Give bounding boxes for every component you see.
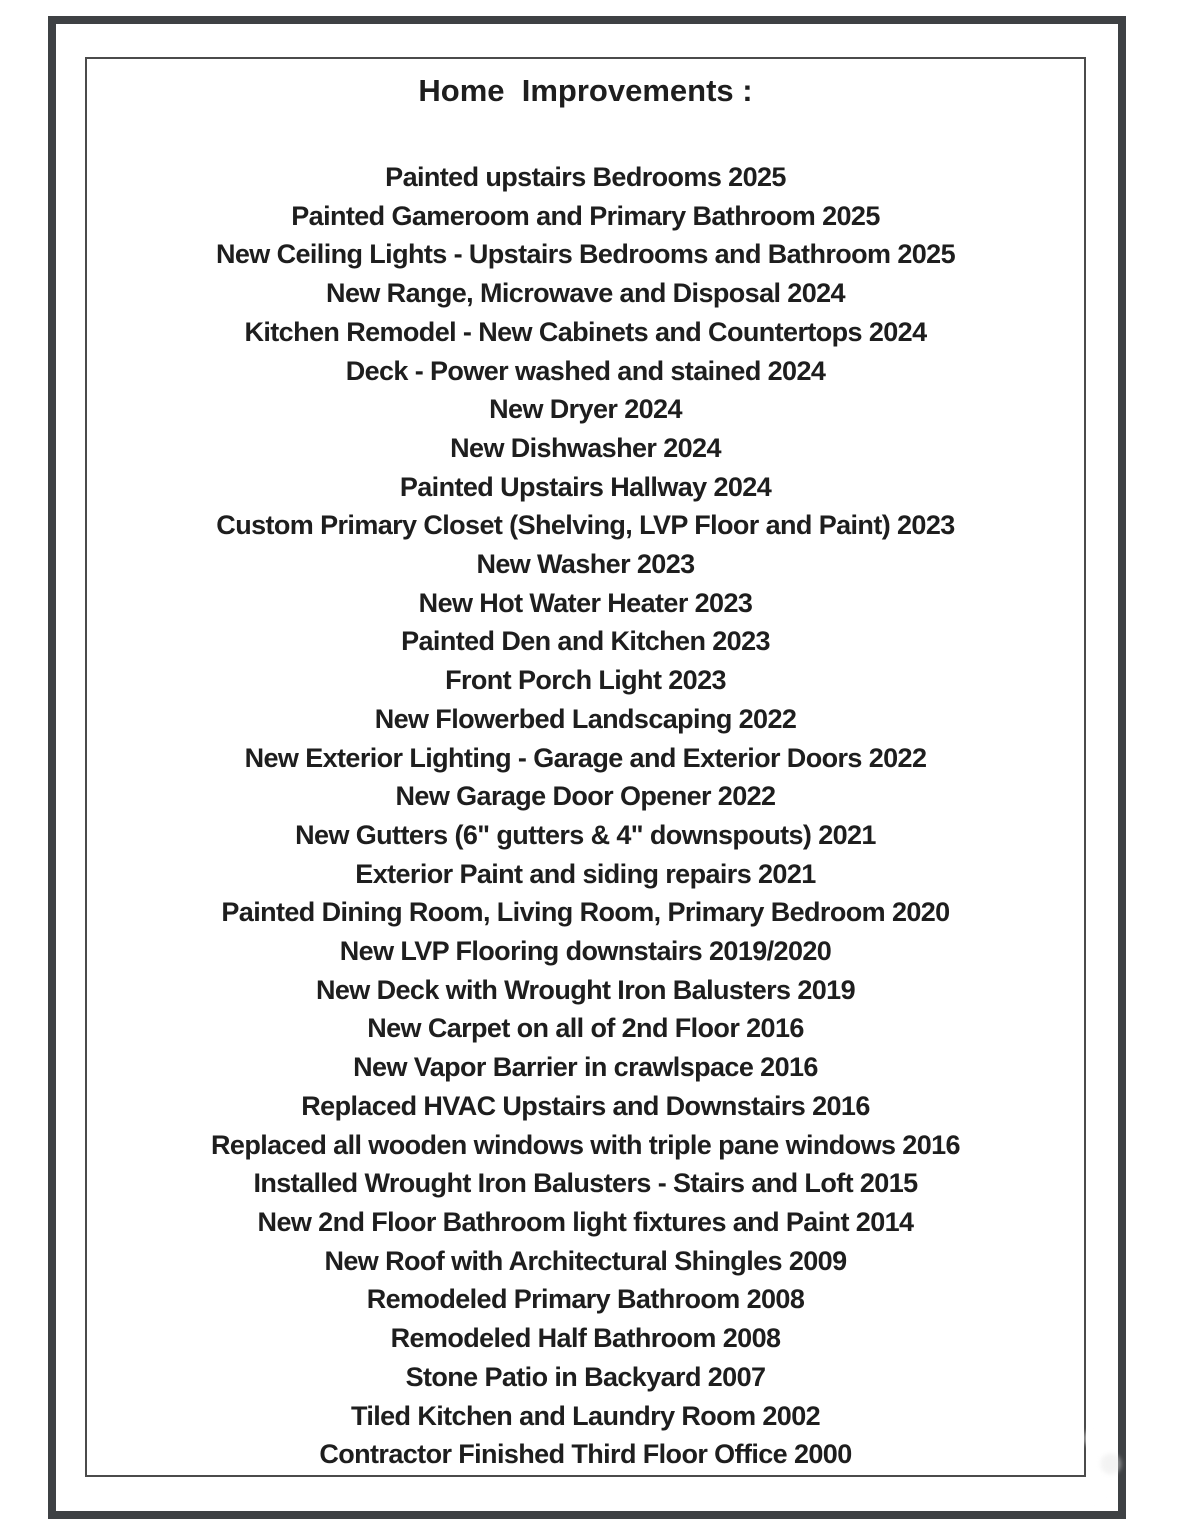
improvements-list bbox=[87, 158, 1084, 1474]
improvement-line: New Ceiling Lights - Upstairs Bedrooms and Bathroom 2025 bbox=[215, 239, 956, 270]
improvement-line: Painted Den and Kitchen 2023 bbox=[401, 626, 770, 657]
improvement-line: New Hot Water Heater 2023 bbox=[418, 587, 753, 618]
document-content bbox=[87, 59, 1084, 1474]
improvement-line: Contractor Finished Third Floor Office 2000 bbox=[319, 1439, 852, 1470]
improvement-line: Remodeled Primary Bathroom 2008 bbox=[366, 1284, 805, 1315]
improvement-line: New Dishwasher 2024 bbox=[450, 432, 721, 463]
improvement-line: Remodeled Half Bathroom 2008 bbox=[390, 1323, 781, 1354]
improvement-line: New Carpet on all of 2nd Floor 2016 bbox=[367, 1013, 804, 1044]
improvement-line: New Roof with Architectural Shingles 2009 bbox=[324, 1245, 847, 1276]
improvement-line: Installed Wrought Iron Balusters - Stairs and Loft 2015 bbox=[253, 1168, 918, 1199]
improvement-line: New Range, Microwave and Disposal 2024 bbox=[326, 278, 845, 309]
improvement-line: Exterior Paint and siding repairs 2021 bbox=[355, 858, 816, 889]
improvement-line: Front Porch Light 2023 bbox=[445, 665, 726, 696]
improvement-line: Painted Gameroom and Primary Bathroom 2025 bbox=[291, 200, 880, 231]
improvement-line: Tiled Kitchen and Laundry Room 2002 bbox=[350, 1400, 821, 1431]
improvement-line: Stone Patio in Backyard 2007 bbox=[405, 1361, 766, 1392]
improvement-line: New Garage Door Opener 2022 bbox=[395, 781, 776, 812]
improvement-line: Painted Dining Room, Living Room, Primary Bedroom 2020 bbox=[221, 897, 950, 928]
improvement-line: New Gutters (6" gutters & 4" downspouts) 2021 bbox=[295, 819, 876, 850]
improvement-line: Custom Primary Closet (Shelving, LVP Floor and Paint) 2023 bbox=[216, 510, 955, 541]
improvement-line: Kitchen Remodel - New Cabinets and Countertops 2024 bbox=[244, 316, 927, 347]
improvement-line: Replaced all wooden windows with triple pane windows 2016 bbox=[211, 1129, 960, 1160]
improvement-line: New 2nd Floor Bathroom light fixtures and Paint 2014 bbox=[257, 1206, 914, 1237]
improvement-line: New Vapor Barrier in crawlspace 2016 bbox=[353, 1052, 818, 1083]
improvement-line: New Exterior Lighting - Garage and Exterior Doors 2022 bbox=[244, 742, 927, 773]
improvement-line: New Dryer 2024 bbox=[489, 394, 682, 425]
inner-border-frame bbox=[85, 57, 1086, 1477]
improvement-line: New Flowerbed Landscaping 2022 bbox=[374, 703, 797, 734]
page-title: Home Improvements : bbox=[418, 73, 753, 108]
improvement-line: Replaced HVAC Upstairs and Downstairs 2016 bbox=[301, 1090, 870, 1121]
improvement-line: Painted upstairs Bedrooms 2025 bbox=[385, 162, 786, 192]
improvement-line: New Deck with Wrought Iron Balusters 2019 bbox=[315, 974, 856, 1005]
improvement-line: Deck - Power washed and stained 2024 bbox=[345, 355, 826, 386]
improvement-line: New LVP Flooring downstairs 2019/2020 bbox=[339, 936, 832, 967]
improvement-line: New Washer 2023 bbox=[476, 549, 695, 580]
improvement-line: Painted Upstairs Hallway 2024 bbox=[399, 471, 772, 502]
